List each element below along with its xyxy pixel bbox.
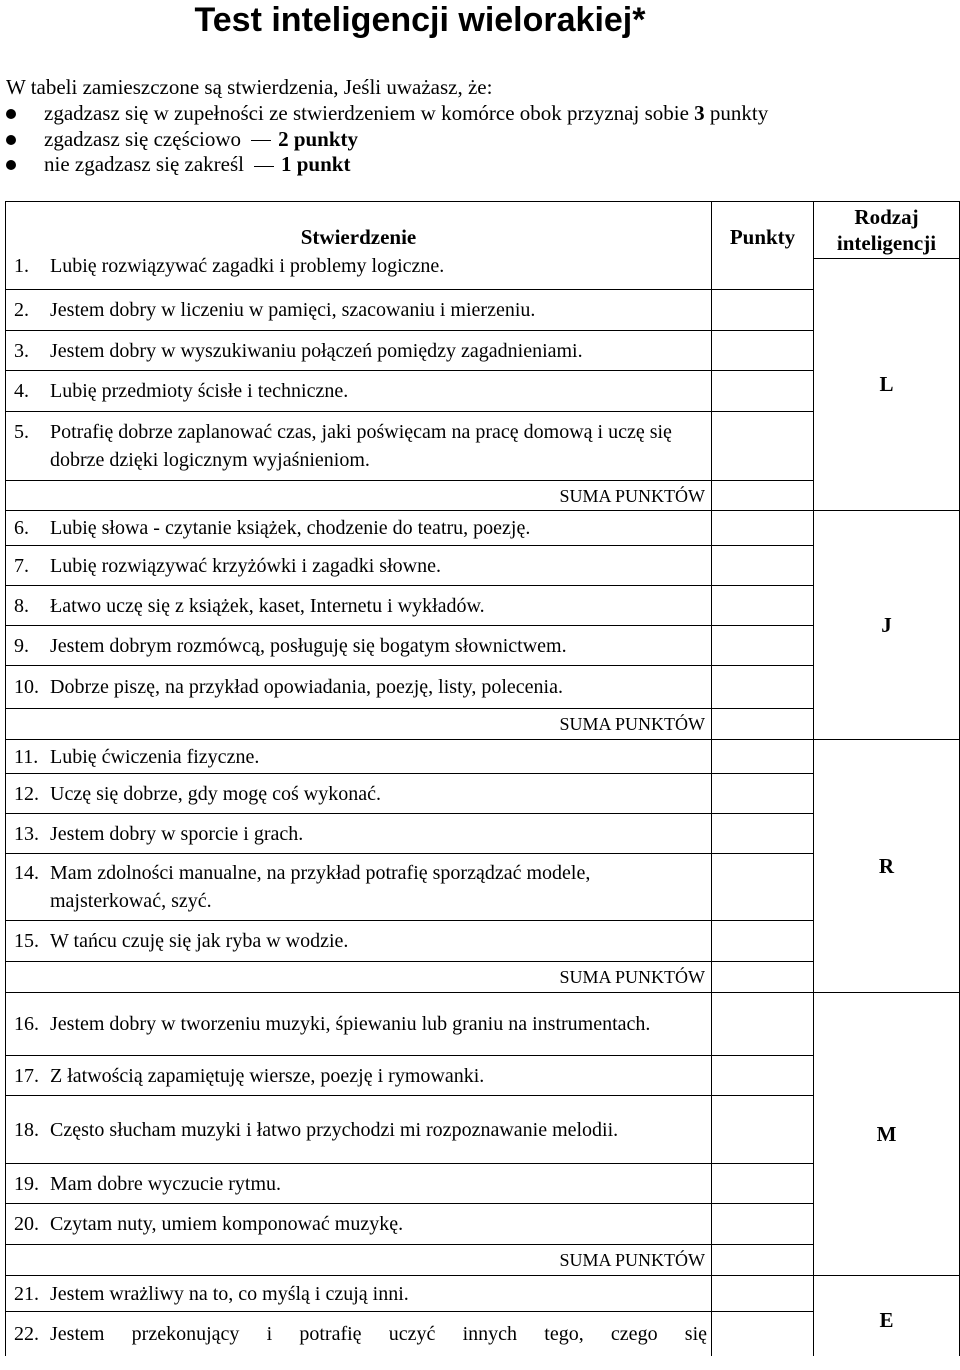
sum-label: SUMA PUNKTÓW xyxy=(559,485,705,506)
points-cell[interactable] xyxy=(712,546,814,586)
statement-number: 22. xyxy=(14,1322,39,1345)
statement-number: 21. xyxy=(14,1282,39,1305)
statement-text: Często słucham muzyki i łatwo przychodzi mi rozpoznawanie melodii. xyxy=(50,1118,619,1141)
table-row xyxy=(6,259,960,290)
statement-number: 13. xyxy=(14,822,39,845)
statement-number: 4. xyxy=(14,380,29,402)
statement-number: 10. xyxy=(14,676,39,698)
points-cell[interactable] xyxy=(712,511,814,546)
statement-number: 12. xyxy=(14,782,39,805)
scoring-rule-unit: punkty xyxy=(704,101,769,125)
statement-text: Z łatwością zapamiętuję wiersze, poezję i rymowanki. xyxy=(50,1064,485,1087)
statement-number: 9. xyxy=(14,634,29,657)
sum-label: SUMA PUNKTÓW xyxy=(559,1250,705,1270)
intelligence-type-R: R xyxy=(814,740,960,993)
statement-text: Lubię słowa - czytanie książek, chodzenie do teatru, poezję. xyxy=(50,517,531,539)
statement-text: Lubię ćwiczenia fizyczne. xyxy=(50,745,260,768)
sum-points-cell[interactable] xyxy=(712,1245,814,1276)
points-cell[interactable] xyxy=(712,854,814,921)
bullet-icon xyxy=(6,160,16,170)
statement-text: Mam zdolności manualne, na przykład potrafię sporządzać modele, majsterkować, szyć. xyxy=(50,862,591,912)
page-title: Test inteligencji wielorakiej* xyxy=(194,1,646,39)
points-cell[interactable] xyxy=(712,666,814,709)
points-cell[interactable] xyxy=(712,1056,814,1096)
table-row xyxy=(6,1276,960,1312)
statement-number: 3. xyxy=(14,339,29,362)
points-cell[interactable] xyxy=(712,814,814,854)
statement-text: Jestem wrażliwy na to, co myślą i czują inni. xyxy=(50,1282,409,1305)
sum-label: SUMA PUNKTÓW xyxy=(559,714,705,734)
points-cell[interactable] xyxy=(712,774,814,814)
scoring-rule-text: zgadzasz się w zupełności ze stwierdzeniem w komórce obok przyznaj sobie xyxy=(44,101,695,125)
statement-text: Jestem przekonujący i potrafię uczyć innych tego, czego się xyxy=(50,1322,707,1345)
statement-number: 15. xyxy=(14,930,39,952)
scoring-rule-2 xyxy=(0,127,768,153)
scoring-rule-text: nie zgadzasz się zakreśl xyxy=(44,152,244,176)
points-cell[interactable] xyxy=(712,331,814,371)
statement-number: 8. xyxy=(14,594,29,617)
statement-text: Jestem dobry w tworzeniu muzyki, śpiewaniu lub graniu na instrumentach. xyxy=(50,1013,651,1035)
header-statement: Stwierdzenie xyxy=(6,202,712,259)
statement-number: 1. xyxy=(14,254,29,277)
points-cell[interactable] xyxy=(712,1312,814,1356)
points-cell[interactable] xyxy=(712,371,814,412)
statement-text: Lubię rozwiązywać krzyżówki i zagadki słowne. xyxy=(50,554,441,577)
statement-text: Łatwo uczę się z książek, kaset, Internetu i wykładów. xyxy=(50,594,485,617)
statement-number: 2. xyxy=(14,299,29,321)
sum-points-cell[interactable] xyxy=(712,481,814,511)
intelligence-type-L: L xyxy=(814,259,960,511)
table-row xyxy=(6,993,960,1056)
statement-text: Uczę się dobrze, gdy mogę coś wykonać. xyxy=(50,782,381,805)
statement-text: Jestem dobry w sporcie i grach. xyxy=(50,822,304,845)
statement-number: 7. xyxy=(14,554,29,577)
scoring-rule-points: 2 punkty xyxy=(278,126,359,151)
statement-number: 14. xyxy=(14,862,39,884)
points-cell[interactable] xyxy=(712,626,814,666)
bullet-icon xyxy=(6,109,16,119)
scoring-rules-list xyxy=(0,101,768,178)
statement-text: Mam dobre wyczucie rytmu. xyxy=(50,1172,282,1195)
points-cell[interactable] xyxy=(712,1204,814,1245)
table-row xyxy=(6,511,960,546)
points-cell[interactable] xyxy=(712,993,814,1056)
statement-number: 11. xyxy=(14,745,39,768)
statement-text: Lubię rozwiązywać zagadki i problemy logiczne. xyxy=(50,254,445,277)
points-cell[interactable] xyxy=(712,586,814,626)
statement-text: Jestem dobrym rozmówcą, posługuję się bogatym słownictwem. xyxy=(50,634,567,657)
statement-text: W tańcu czuję się jak ryba w wodzie. xyxy=(50,930,349,952)
points-cell[interactable] xyxy=(712,259,814,290)
intelligence-type-M: M xyxy=(814,993,960,1276)
points-cell[interactable] xyxy=(712,290,814,331)
statement-text: Dobrze piszę, na przykład opowiadania, poezję, listy, polecenia. xyxy=(50,676,563,698)
statement-text: Czytam nuty, umiem komponować muzykę. xyxy=(50,1213,404,1235)
table-row xyxy=(6,740,960,774)
intelligence-type-J: J xyxy=(814,511,960,740)
header-points: Punkty xyxy=(712,202,814,259)
statement-number: 18. xyxy=(14,1118,39,1141)
points-cell[interactable] xyxy=(712,412,814,481)
statement-text: Jestem dobry w liczeniu w pamięci, szacowaniu i mierzeniu. xyxy=(50,299,536,321)
scoring-rule-points: 1 punkt xyxy=(280,152,351,176)
statement-text: Jestem dobry w wyszukiwaniu połączeń pomiędzy zagadnieniami. xyxy=(50,339,583,362)
intro-text: W tabeli zamieszczone są stwierdzenia, Jeśli uważasz, że: xyxy=(6,75,493,99)
scoring-rule-text: zgadzasz się częściowo xyxy=(44,126,242,151)
intelligence-test-table xyxy=(5,201,960,1356)
points-cell[interactable] xyxy=(712,740,814,774)
bullet-icon xyxy=(6,135,16,145)
statement-number: 5. xyxy=(14,421,29,443)
scoring-rule-1 xyxy=(0,152,768,178)
statement-number: 6. xyxy=(14,517,29,539)
points-cell[interactable] xyxy=(712,921,814,962)
statement-number: 16. xyxy=(14,1013,39,1035)
sum-label: SUMA PUNKTÓW xyxy=(559,967,705,987)
points-cell[interactable] xyxy=(712,1096,814,1164)
statement-text: Potrafię dobrze zaplanować czas, jaki poświęcam na pracę domową i uczę się dobrze dzięki logicznym wyjaśnieniom. xyxy=(50,421,672,471)
table-header-row xyxy=(6,202,960,259)
dash-icon xyxy=(251,140,271,141)
statement-text: Lubię przedmioty ścisłe i techniczne. xyxy=(50,380,349,402)
statement-number: 20. xyxy=(14,1213,39,1235)
sum-points-cell[interactable] xyxy=(712,962,814,993)
scoring-rule-points: 3 xyxy=(694,101,705,125)
intelligence-type-E: E xyxy=(814,1276,960,1356)
statement-number: 17. xyxy=(14,1064,39,1087)
header-intelligence-type: Rodzaj inteligencji xyxy=(814,202,960,259)
points-cell[interactable] xyxy=(712,1164,814,1204)
points-cell[interactable] xyxy=(712,1276,814,1312)
dash-icon xyxy=(254,166,274,167)
sum-points-cell[interactable] xyxy=(712,709,814,740)
statement-number: 19. xyxy=(14,1172,39,1195)
scoring-rule-3 xyxy=(0,101,768,127)
